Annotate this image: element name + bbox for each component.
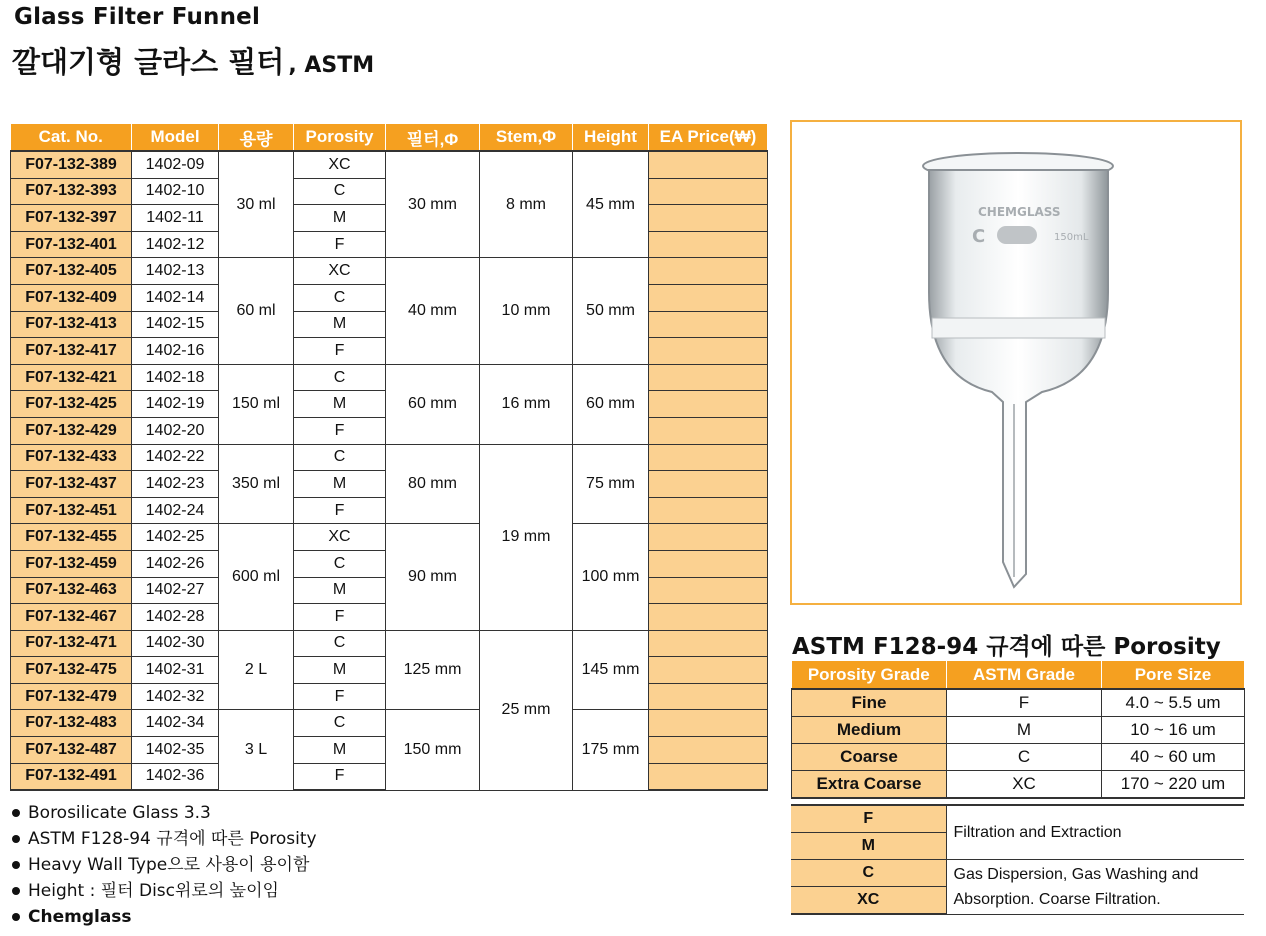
- table-row: [791, 805, 1244, 833]
- cat-no: F07-132-437: [11, 471, 132, 498]
- porosity: F: [294, 763, 386, 790]
- porosity: XC: [294, 258, 386, 285]
- porosity: F: [294, 683, 386, 710]
- porosity-grade: Fine: [792, 689, 947, 717]
- table-row: [792, 689, 1245, 717]
- pore-size: 170 ~ 220 um: [1102, 771, 1245, 799]
- model: 1402-11: [132, 205, 219, 232]
- price-cell: [649, 258, 768, 285]
- price-cell: [649, 364, 768, 391]
- price-cell: [649, 417, 768, 444]
- note-text: ASTM F128-94 규격에 따른 Porosity: [28, 829, 317, 849]
- model: 1402-30: [132, 630, 219, 657]
- price-cell: [649, 231, 768, 258]
- cat-no: F07-132-393: [11, 178, 132, 205]
- astm-grade: C: [947, 744, 1102, 771]
- cat-no: F07-132-421: [11, 364, 132, 391]
- porosity-grade: Extra Coarse: [792, 771, 947, 799]
- porosity: C: [294, 284, 386, 311]
- product-image-frame: [790, 120, 1242, 605]
- table-row: [11, 630, 768, 657]
- filter-diameter: 80 mm: [386, 444, 480, 524]
- stem-diameter: 16 mm: [480, 364, 573, 444]
- stem-diameter: 10 mm: [480, 258, 573, 364]
- model: 1402-36: [132, 763, 219, 790]
- pore-size: 4.0 ~ 5.5 um: [1102, 689, 1245, 717]
- porosity: XC: [294, 151, 386, 178]
- model: 1402-19: [132, 391, 219, 418]
- height: 75 mm: [573, 444, 649, 524]
- filter-diameter: 90 mm: [386, 524, 480, 630]
- porosity: XC: [294, 524, 386, 551]
- price-cell: [649, 444, 768, 471]
- bullet-icon: [12, 913, 20, 921]
- porosity: C: [294, 444, 386, 471]
- cat-no: F07-132-455: [11, 524, 132, 551]
- page-title-korean: [12, 40, 374, 81]
- funnel-brand-mark: CHEMGLASS: [978, 205, 1061, 219]
- volume: 60 ml: [219, 258, 294, 364]
- pore-size: 10 ~ 16 um: [1102, 717, 1245, 744]
- note-text: Height : 필터 Disc위로의 높이임: [28, 881, 279, 901]
- price-cell: [649, 657, 768, 684]
- table-row: [791, 860, 1244, 887]
- porosity: F: [294, 231, 386, 258]
- filter-diameter: 30 mm: [386, 151, 480, 258]
- cat-no: F07-132-397: [11, 205, 132, 232]
- pore-size: 40 ~ 60 um: [1102, 744, 1245, 771]
- model: 1402-27: [132, 577, 219, 604]
- stem-diameter: 8 mm: [480, 151, 573, 258]
- model: 1402-14: [132, 284, 219, 311]
- porosity-grade: Medium: [792, 717, 947, 744]
- model: 1402-13: [132, 258, 219, 285]
- table-row: [11, 364, 768, 391]
- table-row: [792, 717, 1245, 744]
- price-cell: [649, 550, 768, 577]
- model: 1402-12: [132, 231, 219, 258]
- cat-no: F07-132-413: [11, 311, 132, 338]
- cat-no: F07-132-429: [11, 417, 132, 444]
- model: 1402-23: [132, 471, 219, 498]
- price-cell: [649, 604, 768, 631]
- model: 1402-22: [132, 444, 219, 471]
- cat-no: F07-132-409: [11, 284, 132, 311]
- list-item: [12, 800, 317, 826]
- price-cell: [649, 311, 768, 338]
- porosity: F: [294, 497, 386, 524]
- price-cell: [649, 524, 768, 551]
- cat-no: F07-132-487: [11, 737, 132, 764]
- height: 175 mm: [573, 710, 649, 790]
- list-item: [12, 904, 317, 930]
- price-cell: [649, 338, 768, 365]
- cat-no: F07-132-451: [11, 497, 132, 524]
- price-cell: [649, 683, 768, 710]
- cat-no: F07-132-417: [11, 338, 132, 365]
- list-item: [12, 826, 317, 852]
- note-text: Heavy Wall Type으로 사용이 용이함: [28, 855, 310, 875]
- cat-no: F07-132-459: [11, 550, 132, 577]
- model: 1402-35: [132, 737, 219, 764]
- porosity-section-title: ASTM F128-94 규격에 따른 Porosity: [792, 634, 1221, 660]
- usage-code: F: [791, 805, 946, 833]
- filter-diameter: 40 mm: [386, 258, 480, 364]
- price-cell: [649, 391, 768, 418]
- note-text-brand: Chemglass: [28, 907, 132, 927]
- stem-diameter: 19 mm: [480, 444, 573, 630]
- porosity: M: [294, 205, 386, 232]
- funnel-grade-mark: C: [972, 226, 986, 247]
- price-cell: [649, 284, 768, 311]
- price-cell: [649, 710, 768, 737]
- porosity-grade: Coarse: [792, 744, 947, 771]
- cat-no: F07-132-463: [11, 577, 132, 604]
- price-cell: [649, 178, 768, 205]
- cat-no: F07-132-401: [11, 231, 132, 258]
- header-price: EA Price(₩): [649, 124, 768, 151]
- cat-no: F07-132-475: [11, 657, 132, 684]
- cat-no: F07-132-471: [11, 630, 132, 657]
- usage-description: Filtration and Extraction: [946, 805, 1244, 860]
- cat-no: F07-132-405: [11, 258, 132, 285]
- bullet-icon: [12, 835, 20, 843]
- volume: 30 ml: [219, 151, 294, 258]
- height: 45 mm: [573, 151, 649, 258]
- model: 1402-28: [132, 604, 219, 631]
- volume: 2 L: [219, 630, 294, 710]
- filter-diameter: 125 mm: [386, 630, 480, 710]
- height: 60 mm: [573, 364, 649, 444]
- table-row: [792, 771, 1245, 799]
- filter-diameter: 150 mm: [386, 710, 480, 790]
- porosity: C: [294, 630, 386, 657]
- title-suffix: , ASTM: [288, 53, 375, 78]
- porosity: M: [294, 391, 386, 418]
- porosity: C: [294, 364, 386, 391]
- product-table-header: [11, 124, 768, 151]
- glass-funnel-image: [792, 122, 1240, 603]
- cat-no: F07-132-467: [11, 604, 132, 631]
- note-text: Borosilicate Glass 3.3: [28, 803, 211, 823]
- header-porosity-grade: Porosity Grade: [792, 661, 947, 689]
- usage-code: XC: [791, 887, 946, 915]
- model: 1402-16: [132, 338, 219, 365]
- header-height: Height: [573, 124, 649, 151]
- porosity: F: [294, 604, 386, 631]
- price-cell: [649, 471, 768, 498]
- porosity-grade-table: [791, 661, 1245, 799]
- title-korean-text: 깔대기형 글라스 필터: [12, 45, 285, 79]
- cat-no: F07-132-491: [11, 763, 132, 790]
- astm-grade: XC: [947, 771, 1102, 799]
- volume: 600 ml: [219, 524, 294, 630]
- funnel-label-oval: [997, 226, 1037, 244]
- astm-grade: M: [947, 717, 1102, 744]
- cat-no: F07-132-483: [11, 710, 132, 737]
- table-row: [792, 744, 1245, 771]
- porosity: F: [294, 338, 386, 365]
- list-item: [12, 878, 317, 904]
- header-porosity: Porosity: [294, 124, 386, 151]
- bullet-icon: [12, 887, 20, 895]
- header-volume: 용량: [219, 124, 294, 151]
- grade-table-header: [792, 661, 1245, 689]
- model: 1402-34: [132, 710, 219, 737]
- usage-code: C: [791, 860, 946, 887]
- astm-grade: F: [947, 689, 1102, 717]
- header-pore-size: Pore Size: [1102, 661, 1245, 689]
- porosity: C: [294, 178, 386, 205]
- model: 1402-25: [132, 524, 219, 551]
- porosity: F: [294, 417, 386, 444]
- model: 1402-32: [132, 683, 219, 710]
- volume: 350 ml: [219, 444, 294, 524]
- table-row: [11, 258, 768, 285]
- price-cell: [649, 737, 768, 764]
- porosity: C: [294, 550, 386, 577]
- cat-no: F07-132-479: [11, 683, 132, 710]
- height: 100 mm: [573, 524, 649, 630]
- porosity: M: [294, 471, 386, 498]
- header-model: Model: [132, 124, 219, 151]
- table-row: [11, 151, 768, 178]
- feature-notes: [12, 800, 317, 930]
- porosity: M: [294, 311, 386, 338]
- usage-code: M: [791, 833, 946, 860]
- page-title-english: Glass Filter Funnel: [14, 4, 261, 30]
- cat-no: F07-132-425: [11, 391, 132, 418]
- usage-description: Gas Dispersion, Gas Washing and Absorption. Coarse Filtration.: [946, 860, 1244, 915]
- price-cell: [649, 497, 768, 524]
- bullet-icon: [12, 809, 20, 817]
- bullet-icon: [12, 861, 20, 869]
- model: 1402-20: [132, 417, 219, 444]
- usage-table: [791, 804, 1244, 915]
- volume: 150 ml: [219, 364, 294, 444]
- price-cell: [649, 577, 768, 604]
- model: 1402-31: [132, 657, 219, 684]
- cat-no: F07-132-433: [11, 444, 132, 471]
- header-stem-diameter: Stem,Φ: [480, 124, 573, 151]
- list-item: [12, 852, 317, 878]
- price-cell: [649, 763, 768, 790]
- product-table: [10, 124, 768, 791]
- porosity: M: [294, 657, 386, 684]
- volume: 3 L: [219, 710, 294, 790]
- model: 1402-09: [132, 151, 219, 178]
- porosity: M: [294, 577, 386, 604]
- table-row: [11, 444, 768, 471]
- table-row: [11, 710, 768, 737]
- height: 50 mm: [573, 258, 649, 364]
- header-astm-grade: ASTM Grade: [947, 661, 1102, 689]
- model: 1402-10: [132, 178, 219, 205]
- price-cell: [649, 151, 768, 178]
- height: 145 mm: [573, 630, 649, 710]
- porosity: M: [294, 737, 386, 764]
- cat-no: F07-132-389: [11, 151, 132, 178]
- funnel-volume-mark: 150mL: [1054, 232, 1089, 243]
- model: 1402-15: [132, 311, 219, 338]
- header-cat-no: Cat. No.: [11, 124, 132, 151]
- model: 1402-26: [132, 550, 219, 577]
- price-cell: [649, 205, 768, 232]
- header-filter-diameter: 필터,Φ: [386, 124, 480, 151]
- model: 1402-18: [132, 364, 219, 391]
- stem-diameter: 25 mm: [480, 630, 573, 790]
- price-cell: [649, 630, 768, 657]
- table-row: [11, 524, 768, 551]
- model: 1402-24: [132, 497, 219, 524]
- porosity: C: [294, 710, 386, 737]
- filter-diameter: 60 mm: [386, 364, 480, 444]
